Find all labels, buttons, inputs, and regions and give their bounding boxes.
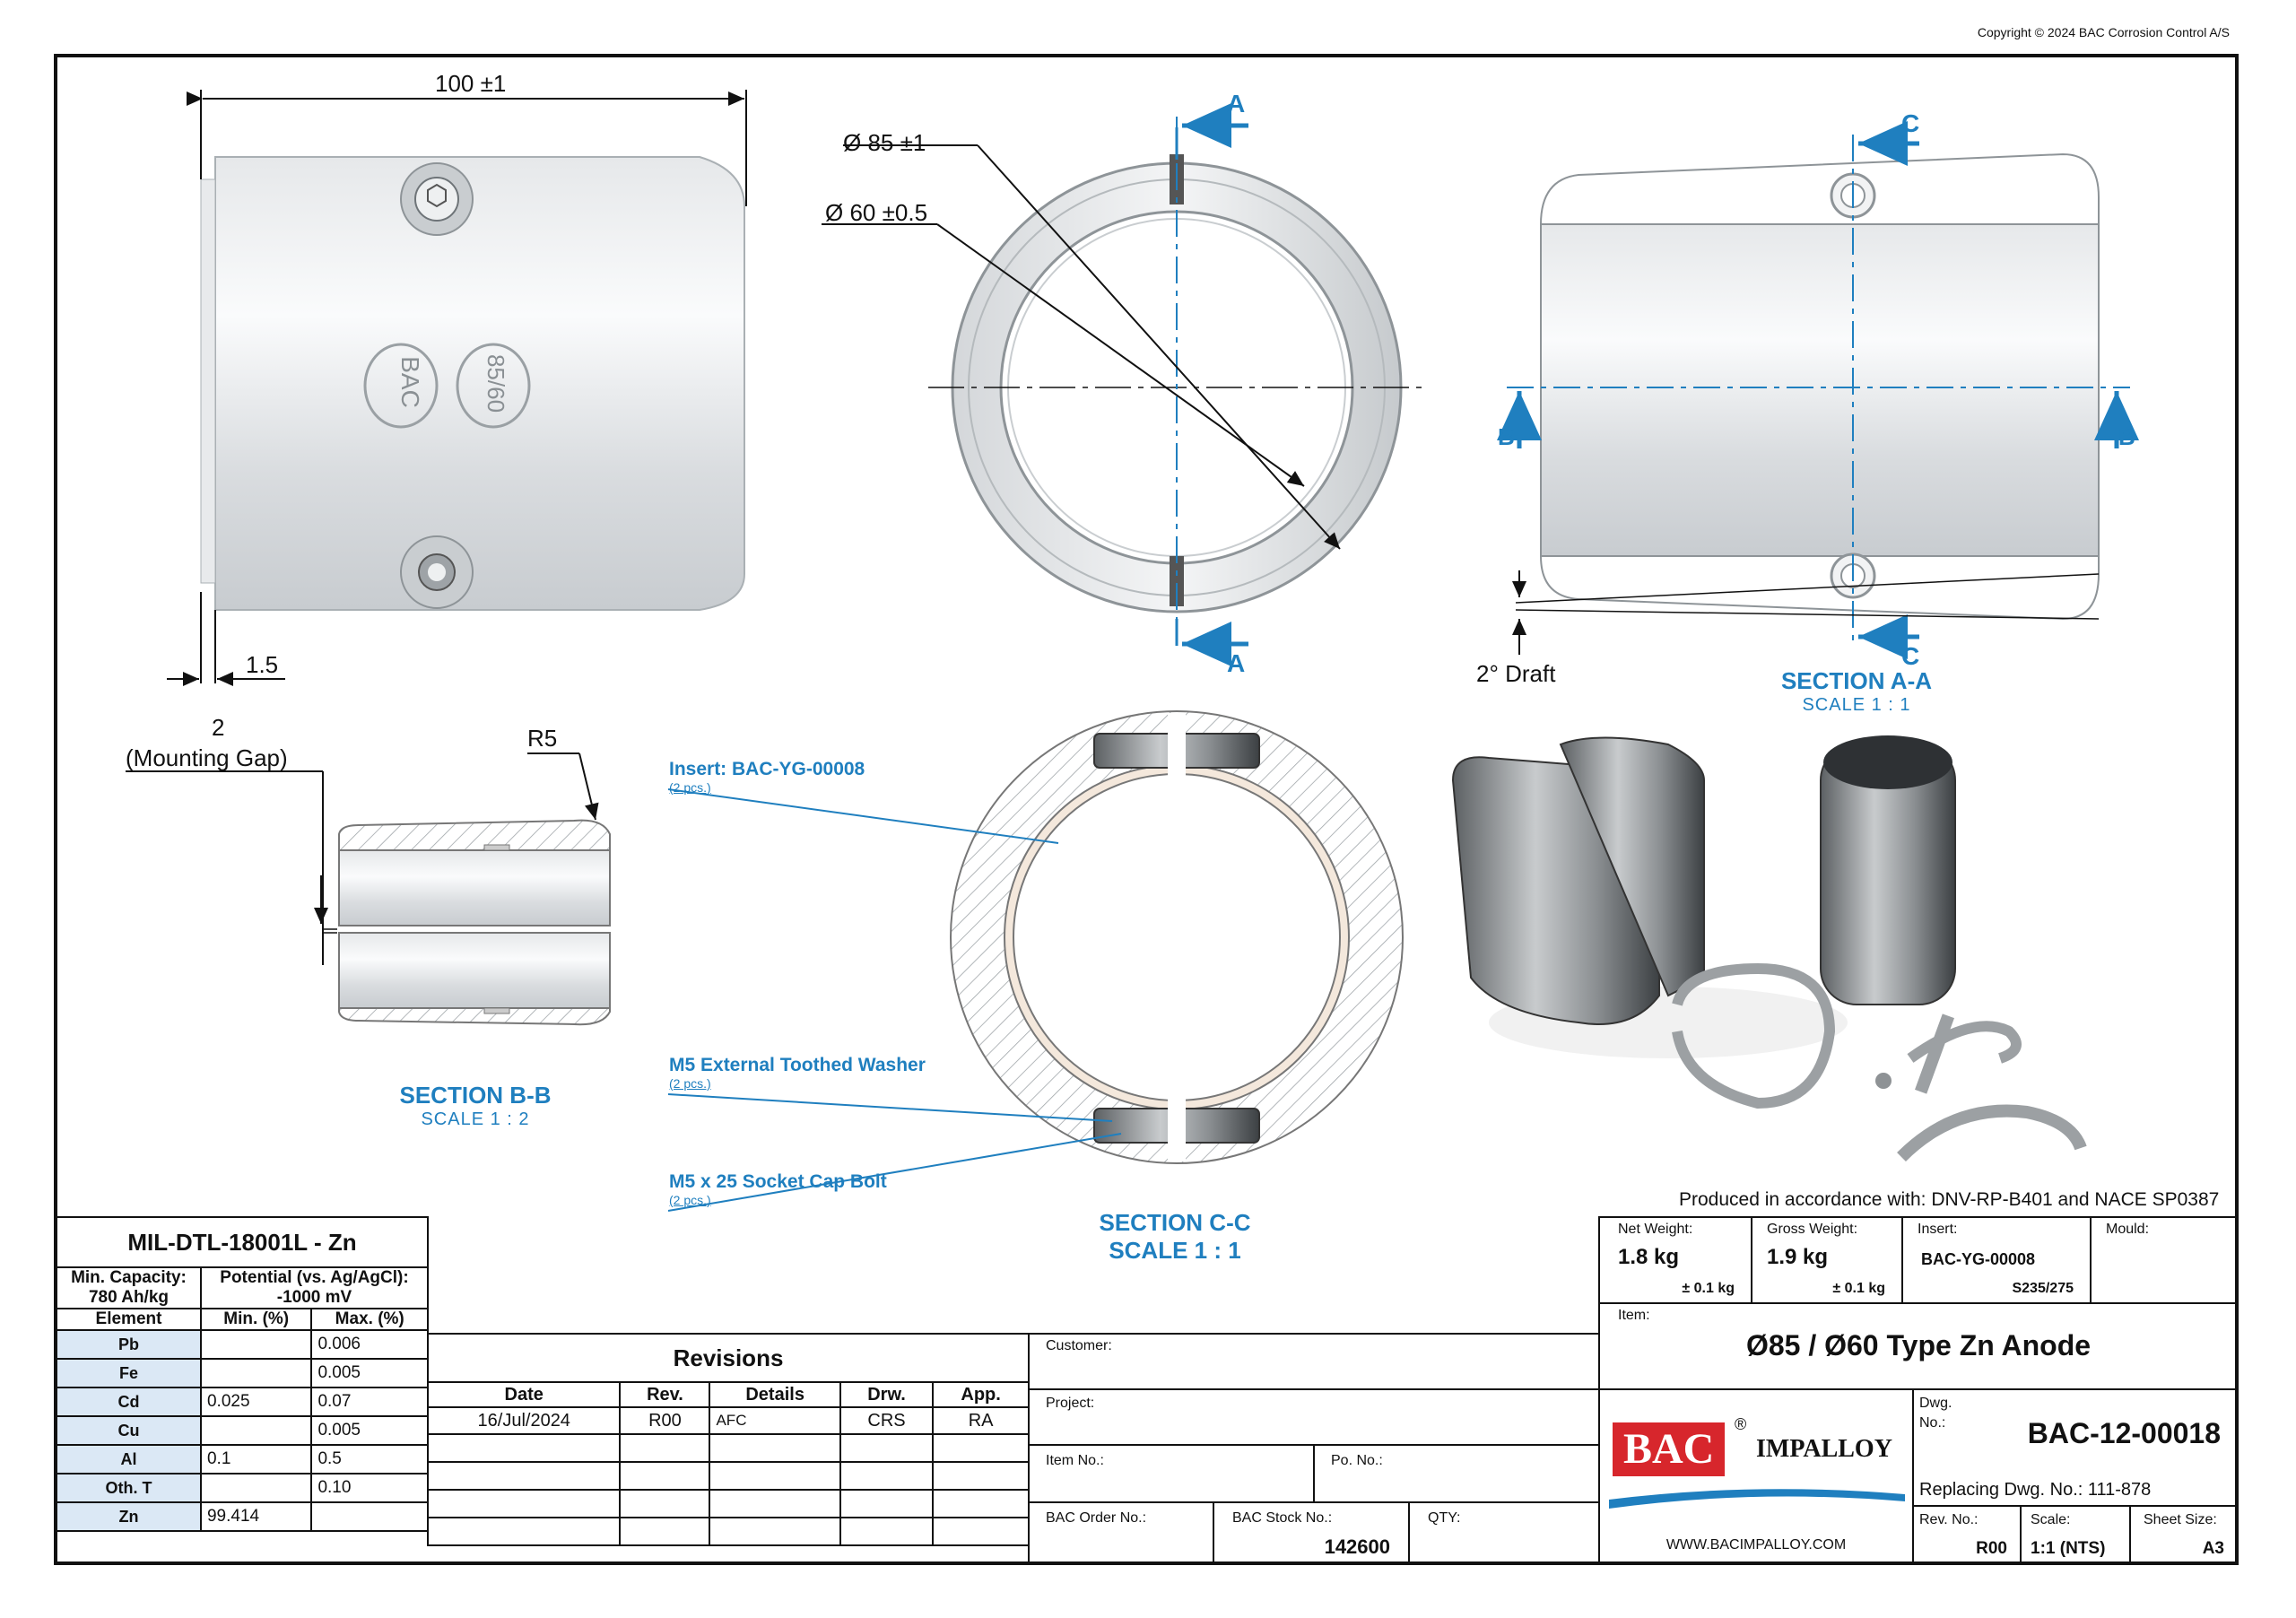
mounting-gap-label: (Mounting Gap) (126, 744, 288, 771)
header-max: Max. (%) (311, 1309, 428, 1330)
order-no-cell: BAC Order No.: (1028, 1501, 1214, 1564)
impalloy-logo: IMPALLOY (1756, 1435, 1892, 1463)
rev-cell: Rev. No.: R00 (1912, 1505, 2022, 1564)
stock-no-cell: BAC Stock No.: 142600 (1213, 1501, 1410, 1564)
emboss-bac: BAC (396, 356, 424, 408)
side-view (167, 90, 746, 683)
registered-mark: ® (1735, 1415, 1747, 1433)
net-weight-cell: Net Weight: 1.8 kg ± 0.1 kg (1598, 1216, 1752, 1304)
customer-cell: Customer: (1028, 1333, 1600, 1390)
callout-bolt: M5 x 25 Socket Cap Bolt (2 pcs.) (669, 1171, 887, 1207)
rev-header-details: Details (709, 1382, 839, 1407)
copyright-note: Copyright © 2024 BAC Corrosion Control A/S (1977, 25, 2230, 39)
section-marker-a-top: A (1227, 90, 1246, 117)
rev-header-date: Date (428, 1382, 620, 1407)
table-row: 16/Jul/2024 R00 AFC CRS RA (428, 1407, 1029, 1434)
section-marker-b-left: B (1498, 423, 1515, 450)
scale-cell: Scale: 1:1 (NTS) (2020, 1505, 2131, 1564)
dwg-cell: Dwg. No.: BAC-12-00018 Replacing Dwg. No.: 111-878 (1912, 1388, 2239, 1507)
table-row: Oth. T 0.10 (57, 1474, 428, 1502)
standards-note: Produced in accordance with: DNV-RP-B401 and NACE SP0387 (1679, 1189, 2220, 1210)
table-row: Fe 0.005 (57, 1359, 428, 1387)
mounting-gap-value: 2 (212, 714, 225, 741)
emboss-size: 85/60 (483, 353, 510, 413)
section-marker-b-right: B (2118, 423, 2135, 450)
radius-dimension: R5 (527, 725, 558, 752)
mould-cell: Mould: (2090, 1216, 2239, 1304)
section-b-b-label: SECTION B-B SCALE 1 : 2 (399, 1082, 552, 1129)
inner-diameter-dimension: Ø 60 ±0.5 (825, 199, 928, 226)
wave-icon (1609, 1482, 1905, 1512)
rev-header-rev: Rev. (620, 1382, 709, 1407)
header-min: Min. (%) (201, 1309, 311, 1330)
po-no-cell: Po. No.: (1313, 1444, 1600, 1503)
section-marker-c-top: C (1901, 109, 1920, 137)
callout-washer: M5 External Toothed Washer (2 pcs.) (669, 1055, 926, 1091)
material-spec: MIL-DTL-18001L - Zn (57, 1217, 428, 1267)
logo-cell (1598, 1388, 1914, 1564)
rev-header-drw: Drw. (840, 1382, 933, 1407)
website-link[interactable]: WWW.BACIMPALLOY.COM (1665, 1537, 1847, 1553)
revisions-table (427, 1333, 1030, 1546)
table-row: Cd 0.025 0.07 (57, 1387, 428, 1416)
draft-dimension: 2° Draft (1476, 660, 1556, 687)
section-b-b-view (126, 753, 610, 1024)
sheet-cell: Sheet Size: A3 (2129, 1505, 2239, 1564)
potential-cell: Potential (vs. Ag/AgCl): -1000 mV (201, 1267, 428, 1309)
bac-logo: BAC (1613, 1422, 1725, 1476)
length-dimension: 100 ±1 (435, 70, 507, 97)
replacing-dwg: Replacing Dwg. No.: 111-878 (1919, 1480, 2152, 1500)
capacity-cell: Min. Capacity: 780 Ah/kg (57, 1267, 201, 1309)
header-element: Element (57, 1309, 201, 1330)
revisions-title: Revisions (428, 1334, 1029, 1382)
callout-insert: Insert: BAC-YG-00008 (2 pcs.) (669, 759, 865, 795)
qty-cell: QTY: (1408, 1501, 1600, 1564)
insert-cell: Insert: BAC-YG-00008 S235/275 (1901, 1216, 2092, 1304)
section-marker-a-bottom: A (1227, 649, 1246, 677)
outer-diameter-dimension: Ø 85 ±1 (843, 129, 926, 156)
table-row: Al 0.1 0.5 (57, 1445, 428, 1474)
material-table (56, 1216, 429, 1532)
item-cell: Item: Ø85 / Ø60 Type Zn Anode (1598, 1302, 2239, 1390)
end-view (822, 117, 1426, 646)
rev-header-app: App. (933, 1382, 1029, 1407)
offset-dimension: 1.5 (246, 651, 279, 678)
section-marker-c-bottom: C (1901, 642, 1920, 670)
item-no-cell: Item No.: (1028, 1444, 1315, 1503)
product-render (1453, 735, 2081, 1157)
dwg-number: BAC-12-00018 (2027, 1417, 2221, 1449)
project-cell: Project: (1028, 1388, 1600, 1446)
table-row: Zn 99.414 (57, 1502, 428, 1531)
gross-weight-cell: Gross Weight: 1.9 kg ± 0.1 kg (1751, 1216, 1903, 1304)
section-a-a-view (1507, 135, 2130, 655)
section-c-c-label: SECTION C-C SCALE 1 : 1 (1099, 1209, 1251, 1264)
section-a-a-label: SECTION A-A SCALE 1 : 1 (1780, 667, 1933, 715)
table-row: Pb 0.006 (57, 1330, 428, 1359)
table-row: Cu 0.005 (57, 1416, 428, 1445)
item-title: Ø85 / Ø60 Type Zn Anode (1745, 1329, 2092, 1361)
